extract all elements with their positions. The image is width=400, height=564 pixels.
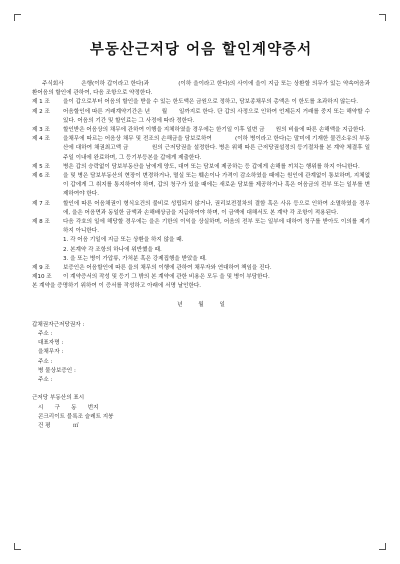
property-block: [32, 394, 370, 431]
article-text: 다음 각호의 일에 해당할 경우에는 을은 기한의 이익을 상실하며, 어음의 전부 또는 일부에 대하여 청구를 받아도 이의를 제기하지 아니한다.: [63, 219, 370, 235]
article-text: 어음할인에 따른 거래계약기간은 년 월 일까지로 한다. 단 갑의 사정으로 인하여 언제든지 거래를 중지 또는 해약할 수 있다. 어음의 기간 및 할인료는 그 사정에 따라 정한다.: [63, 108, 370, 124]
article-label: 제 6 조: [32, 173, 50, 180]
article-label: 제 2 조: [32, 108, 50, 115]
property-location: 시 구 동 번지: [38, 404, 99, 411]
property-heading: 근저당 부동산의 표시: [32, 395, 85, 402]
property-structure: 콘크리이트 블록조 슬레트 지붕: [38, 413, 114, 420]
article-label: 제 9 조: [32, 265, 50, 272]
article-6: [32, 172, 370, 200]
party-debtor: 을채무자 :: [38, 349, 64, 356]
party-address: 주소 :: [38, 331, 53, 338]
article-text: 을이 갑으로부터 어음의 할인을 받을 수 있는 한도액은 금원으로 정하고, 담보종채무의 총액은 이 한도를 초과하지 않는다.: [63, 99, 359, 106]
date-month: 월: [198, 301, 204, 308]
party-representative: 대표자명 :: [38, 340, 64, 347]
crop-mark: [14, 14, 21, 21]
article-1: [32, 98, 370, 107]
date-line: [32, 301, 370, 310]
article-4: [32, 135, 370, 163]
intro-paragraph: 주식회사 은행(이하 갑이라고 한다)과 (이하 을이라고 한다)의 사이에 을이 지급 또는 상환할 의무가 있는 약속어음과 환어음의 할인에 관하여, 다음 조항으로 약정한다.: [32, 81, 370, 97]
article-text: 할인에 따른 어음채권이 형식요건의 불비로 성립되지 않거나, 권리보전절차의 결함 혹은 사유 등으로 인하여 소멸하였을 경우에, 을은 어음면과 동일한 금액과 손해배상금을 지급하여야 하며, 이 금액에 대해서도 본 계약 각 조항이 적용된다.: [63, 200, 370, 216]
document-title: 부동산근저당 어음 할인계약증서: [89, 42, 313, 58]
party-creditor: 갑채권자근저당권자 :: [32, 321, 85, 328]
article-9: [32, 264, 370, 273]
articles-list: [32, 98, 370, 282]
crop-mark: [14, 543, 21, 550]
crop-mark: [379, 14, 386, 21]
article-text: 병은 갑의 승락없이 담보부동산을 남에게 양도, 대여 또는 담보에 제공하는 등 갑에게 손해를 끼치는 행위를 하지 아니한다.: [63, 163, 360, 170]
crop-mark: [379, 543, 386, 550]
party-address: 주소 :: [38, 358, 53, 365]
sub-item: 3. 을 또는 병이 가압류, 가처분 혹은 강제집행을 받았을 때.: [63, 255, 207, 262]
article-3: [32, 126, 370, 135]
contract-body: [32, 80, 370, 431]
article-7: [32, 200, 370, 218]
article-text: 이 계약증서의 작성 및 등기 그 밖의 본 계약에 관한 비용은 모두 을 및 병이 부담한다.: [63, 274, 270, 281]
party-address: 주소 :: [38, 377, 53, 384]
date-day: 일: [219, 301, 225, 308]
article-text: 을 및 병은 담보부동산의 현장이 변경하거나, 멸실 또는 훼손이나 가격이 감소하였을 때에는 원인에 관계없이 통보하며, 지체없이 갑에게 그 취지를 통지하여야 하며, 갑의 청구가 있을 때에는 새로운 담보를 제공하거나 혹은 어음금의 전부 또는 일부를 변제하여야 한다.: [63, 173, 370, 198]
article-text: 할인받은 어음상의 채무에 관하여 이행을 지체하였을 경우에는 한기일 이후 일변 금 원의 비율에 따른 손해액을 지급한다.: [63, 127, 366, 134]
article-label: 제 8 조: [32, 219, 50, 226]
article-5: [32, 163, 370, 172]
property-area: 건 평 ㎡: [38, 422, 79, 429]
article-text: 보증인은 어음할인에 따른 을의 채무의 이행에 관하여 채무자와 연대하여 책임을 진다.: [63, 265, 272, 272]
article-8: [32, 218, 370, 236]
article-label: 제 7 조: [32, 200, 50, 207]
article-text: 을채무에 따르는 어음상 채무 및 전조의 손해금을 담보로하여 (이하 병이라고 한다)는 말미에 기재한 물건소유의 부동산에 대하여 채권최고액 금 원의 근저당권을 설정한다. 병은 위해 따른 근저당권설정의 등기절차를 본 계약 체결후 일주일 이내에 완료하며, 그 등기부등본을 갑에게 제출한다.: [63, 136, 370, 161]
article-label: 제 3 조: [32, 127, 50, 134]
article-label: 제10 조: [32, 274, 52, 281]
date-year: 년: [177, 301, 183, 308]
sub-item: 1. 각 어음 기일에 지급 또는 상환을 하지 않을 때.: [63, 237, 184, 244]
closing-statement: 본 계약을 증명하기 위하여 이 증서를 작성하고 아래에 서명 날인한다.: [32, 283, 202, 290]
sub-item: 2. 본계약 각 조항의 하나에 위반했을 때.: [63, 246, 162, 253]
article-label: 제 4 조: [32, 136, 50, 143]
party-guarantor: 병 물상보증인 :: [38, 367, 76, 374]
article-label: 제 1 조: [32, 99, 50, 106]
article-2: [32, 108, 370, 126]
article-label: 제 5 조: [32, 163, 50, 170]
parties-block: [32, 321, 370, 385]
article-10: [32, 273, 370, 282]
